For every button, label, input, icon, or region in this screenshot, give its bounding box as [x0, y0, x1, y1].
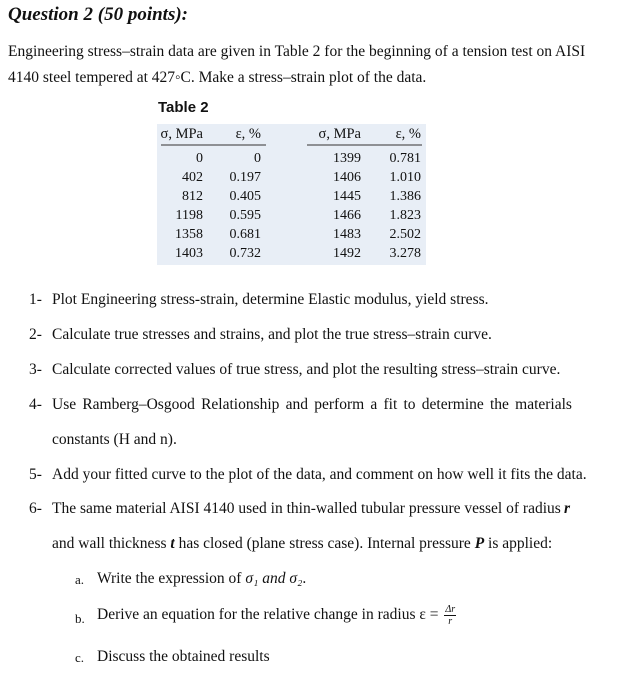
question-4-word: determine: [421, 396, 484, 413]
pressure-variable: P: [474, 535, 485, 552]
question-2-text: Calculate true stresses and strains, and plot the true stress–strain curve.: [52, 326, 492, 343]
question-6-number: 6-: [29, 500, 42, 517]
and-word: and: [262, 570, 286, 587]
sub-a-period: .: [302, 570, 307, 587]
question-4-word: and: [285, 396, 309, 413]
strain-cell: 0.197: [229, 170, 261, 185]
question-heading: Question 2 (50 points):: [8, 4, 188, 25]
sub-b-label: b.: [75, 611, 85, 626]
strain-cell: 1.010: [389, 170, 421, 185]
question-4-word: Use: [52, 396, 77, 413]
question-6-line-2-mid: has closed (plane stress case). Internal pressure: [178, 535, 471, 552]
relative-radius-fraction: [444, 604, 456, 627]
stress-cell: 1399: [333, 151, 361, 166]
question-4-word: materials: [515, 396, 572, 413]
strain-cell: 0.732: [229, 246, 261, 261]
question-4-line-1: [52, 396, 572, 414]
question-6-line-2-pre: and wall thickness: [52, 535, 167, 552]
question-6-line-1-text: The same material AISI 4140 used in thin-walled tubular pressure vessel of radius: [52, 500, 561, 517]
sigma-1-symbol: σ₁: [245, 570, 259, 587]
stress-cell: 0: [196, 151, 203, 166]
question-4-word: fit: [383, 396, 398, 413]
stress-cell: 1466: [333, 208, 361, 223]
stress-cell: 1406: [333, 170, 361, 185]
stress-cell: 1445: [333, 189, 361, 204]
stress-cell: 1358: [175, 227, 203, 242]
question-4-word: perform: [314, 396, 365, 413]
header-strain-right: ε, %: [395, 126, 421, 142]
question-2-number: 2-: [29, 326, 42, 343]
strain-cell: 0.405: [229, 189, 261, 204]
strain-cell: 3.278: [389, 246, 421, 261]
header-strain-left: ε, %: [235, 126, 261, 142]
question-4-word: a: [370, 396, 378, 413]
stress-cell: 1483: [333, 227, 361, 242]
stress-cell: 1198: [175, 208, 203, 223]
question-5-text: Add your fitted curve to the plot of the data, and comment on how well it fits the data.: [52, 466, 587, 483]
strain-cell: 0.595: [229, 208, 261, 223]
strain-cell: 0.681: [229, 227, 261, 242]
strain-cell: 2.502: [389, 227, 421, 242]
fraction-denominator: r: [448, 616, 453, 627]
thickness-variable: t: [170, 535, 175, 552]
question-4-word: the: [489, 396, 509, 413]
sub-a-text: [97, 570, 306, 588]
intro-line-2: 4140 steel tempered at 427◦C. Make a stress–strain plot of the data.: [8, 69, 427, 86]
sub-a-label: a.: [75, 572, 85, 587]
table-title: Table 2: [158, 99, 209, 116]
stress-strain-table: [157, 124, 426, 265]
strain-cell: 1.386: [389, 189, 421, 204]
stress-cell: 1492: [333, 246, 361, 261]
question-1-number: 1-: [29, 291, 42, 308]
question-4-line-2: constants (H and n).: [52, 431, 177, 448]
question-5-number: 5-: [29, 466, 42, 483]
sub-c-text: Discuss the obtained results: [97, 648, 270, 665]
question-4-number: 4-: [29, 396, 42, 413]
strain-cell: 0: [254, 151, 261, 166]
question-6-line-1: [52, 500, 570, 518]
stress-cell: 402: [182, 170, 203, 185]
sub-b-prefix: Derive an equation for the relative change in radius ε =: [97, 606, 439, 624]
question-3-text: Calculate corrected values of true stress, and plot the resulting stress–strain curve.: [52, 361, 561, 378]
question-4-word: Relationship: [201, 396, 280, 413]
header-stress-left: σ, MPa: [160, 126, 203, 142]
question-6-line-2: [52, 535, 552, 553]
stress-cell: 812: [182, 189, 203, 204]
sub-a-prefix: Write the expression of: [97, 570, 242, 587]
header-stress-right: σ, MPa: [318, 126, 361, 142]
intro-line-1: Engineering stress–strain data are given in Table 2 for the beginning of a tension test on AISI: [8, 43, 586, 60]
question-3-number: 3-: [29, 361, 42, 378]
fraction-numerator: Δr: [445, 604, 456, 615]
stress-cell: 1403: [175, 246, 203, 261]
strain-cell: 1.823: [389, 208, 421, 223]
question-4-word: to: [403, 396, 416, 413]
radius-variable: r: [563, 500, 570, 517]
question-6-line-2-post: is applied:: [488, 535, 553, 552]
sigma-2-symbol: σ₂: [289, 570, 303, 587]
strain-cell: 0.781: [389, 151, 421, 166]
sub-b-text: [97, 604, 456, 627]
question-4-word: Ramberg–Osgood: [82, 396, 195, 413]
sub-c-label: c.: [75, 650, 85, 665]
question-1-text: Plot Engineering stress-strain, determine Elastic modulus, yield stress.: [52, 291, 489, 308]
